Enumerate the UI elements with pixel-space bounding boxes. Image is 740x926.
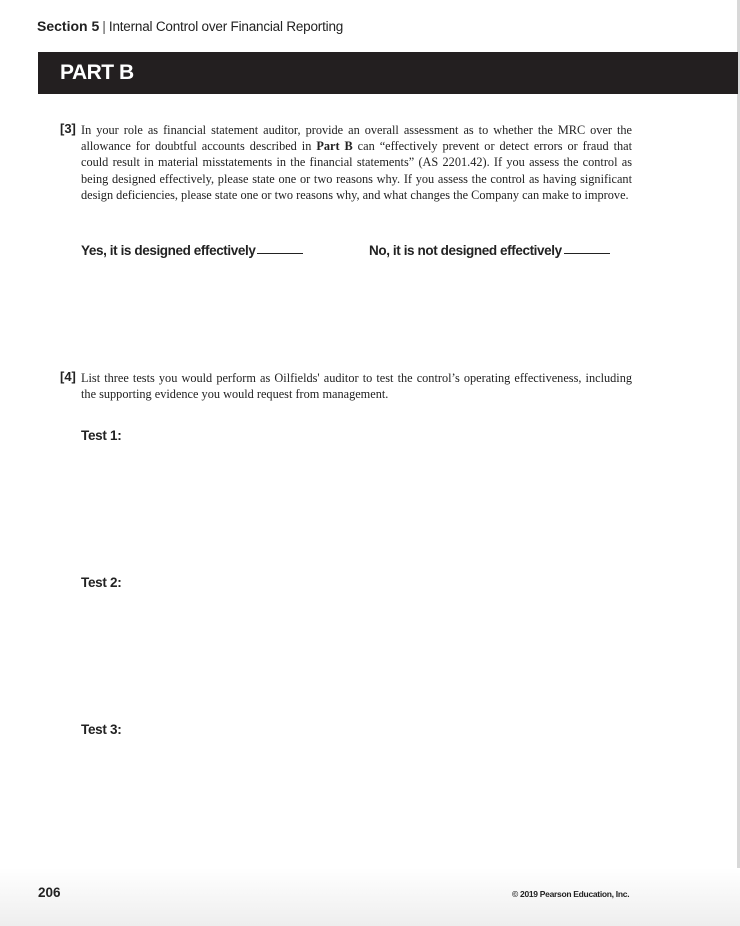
option-yes-blank[interactable]	[257, 253, 303, 254]
test-3-label: Test 3:	[81, 722, 122, 737]
option-yes	[81, 243, 303, 258]
option-no	[369, 243, 610, 258]
part-banner	[38, 52, 738, 94]
question-3-bold-ref: Part B	[316, 139, 353, 154]
question-3-text-part2: can “effectively prevent or detect errors or fraud that could result in material misstatements in the financial statements” (AS 2201.42). If you assess the control as being designed effectively, please state one or two reasons why. If you assess the control as having significant design deficiencies, please state one or two reasons why, and what changes the Company can make to improve.	[81, 139, 633, 202]
section-label: Section 5	[37, 18, 100, 34]
question-3-number: [3]	[60, 121, 76, 136]
question-4-number: [4]	[60, 369, 76, 384]
option-no-label: No, it is not designed effectively	[369, 243, 562, 258]
page-number: 206	[38, 885, 61, 900]
question-3-text	[81, 122, 632, 203]
test-1-label: Test 1:	[81, 428, 122, 443]
question-4	[60, 370, 632, 402]
option-no-blank[interactable]	[564, 253, 610, 254]
question-3	[60, 122, 632, 203]
running-header	[37, 18, 343, 34]
part-title: PART B	[60, 61, 134, 84]
question-3-text-part1: In your role as financial statement auditor, provide an overall assessment as to whether the MRC over the allowance for doubtful accounts described in	[81, 123, 632, 154]
option-yes-label: Yes, it is designed effectively	[81, 243, 256, 258]
question-4-text: List three tests you would perform as Oilfields' auditor to test the control’s operating effectiveness, including the supporting evidence you would request from management.	[81, 371, 632, 402]
section-title: Internal Control over Financial Reporting	[108, 19, 344, 34]
test-2-label: Test 2:	[81, 575, 122, 590]
header-separator: |	[102, 18, 106, 34]
copyright-notice: © 2019 Pearson Education, Inc.	[512, 889, 630, 899]
